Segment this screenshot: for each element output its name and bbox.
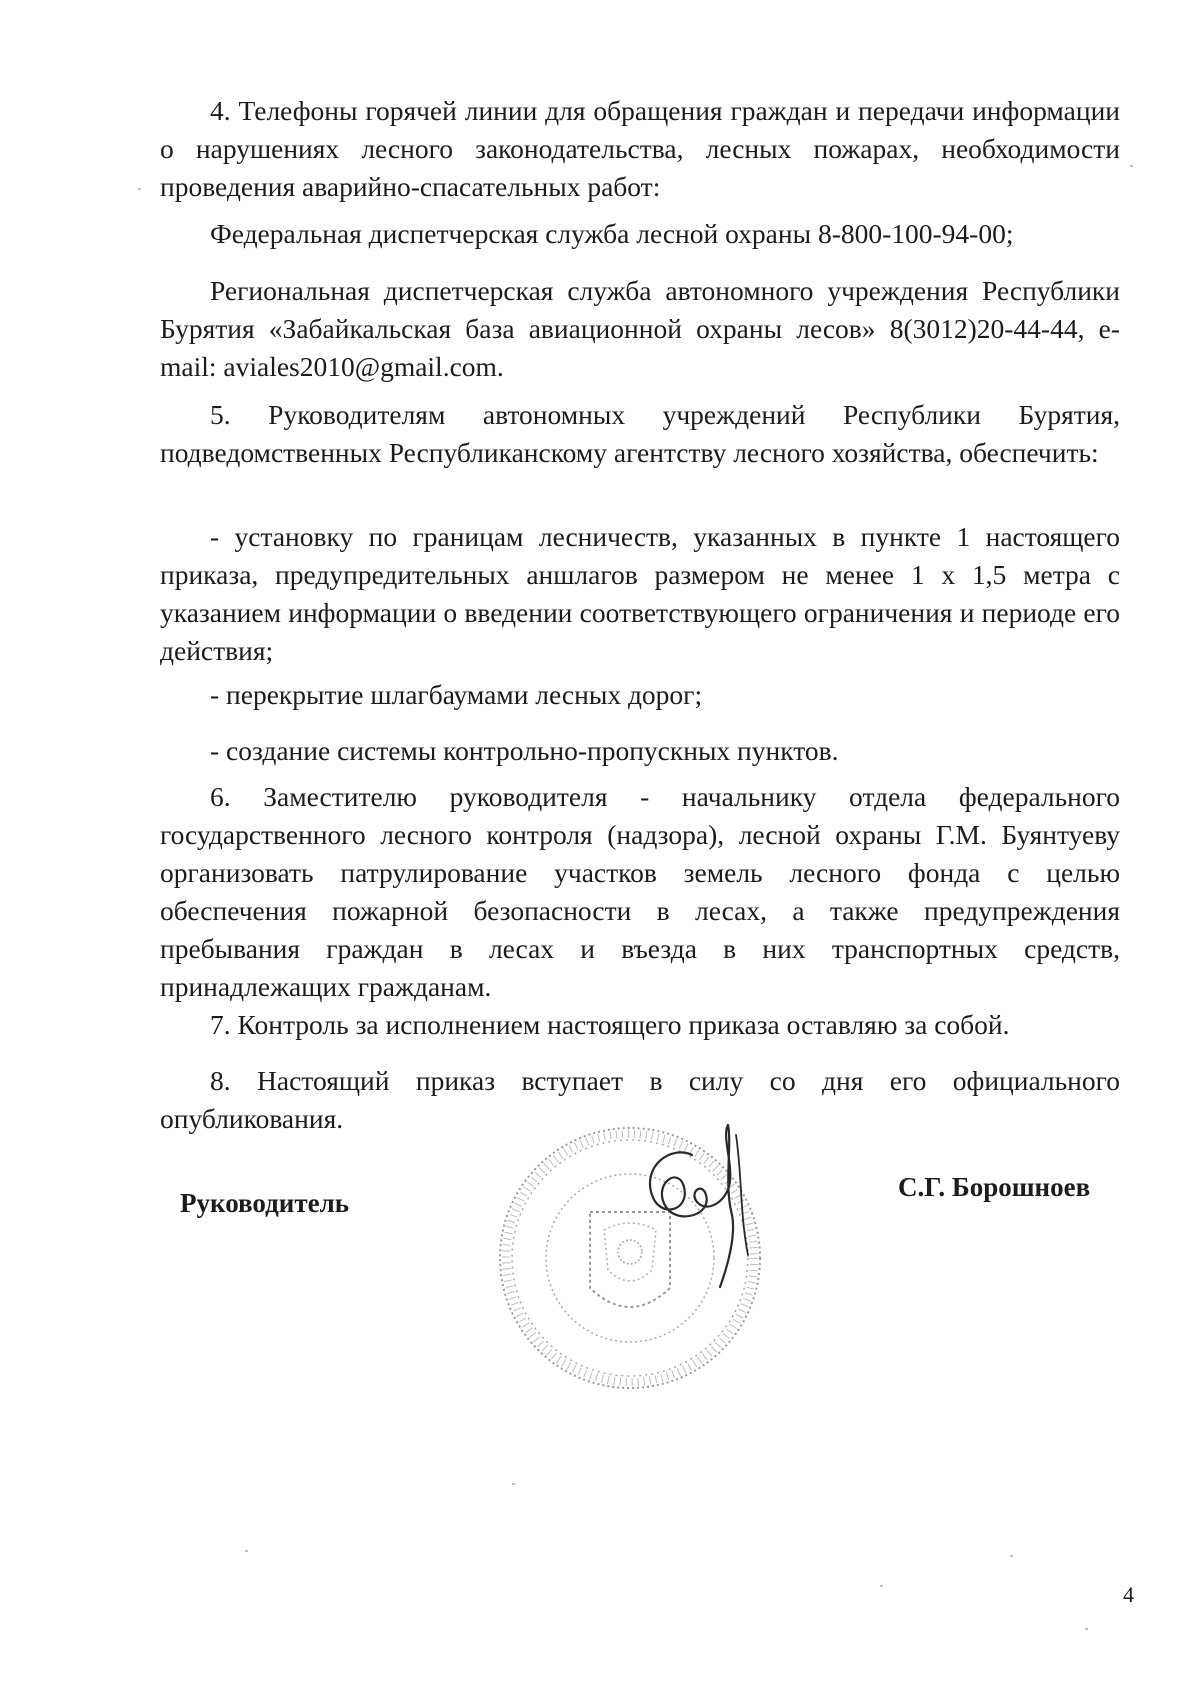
paragraph-5-managers: 5. Руководителям автономных учреждений Республики Бурятия, подведомственных Республиканскому агентству лесного хозяйства, обеспечить: xyxy=(160,399,1120,468)
scan-speck xyxy=(1085,1628,1088,1630)
scan-speck xyxy=(1010,1555,1013,1557)
paragraph-barriers: - перекрытие шлагбаумами лесных дорог; xyxy=(210,679,703,710)
signatory-name: С.Г. Борошноев xyxy=(898,1172,1091,1202)
paragraph-6-patrol: 6. Заместителю руководителя - начальнику отдела федерального государственного лесного контроля (надзора), лесной охраны Г.М. Буянтуеву организовать патрулирование участков земель лесного фонда с целью обеспечения пожарной безопасности в лесах, а также предупреждения пребывания граждан в лесах и въезда в них транспортных средств, принадлежащих гражданам. xyxy=(160,781,1120,1002)
scan-speck xyxy=(512,1483,515,1485)
paragraph-checkpoints: - создание системы контрольно-пропускных пунктов. xyxy=(210,735,839,766)
paragraph-7-control: 7. Контроль за исполнением настоящего приказа оставляю за собой. xyxy=(210,1009,1010,1040)
scan-speck xyxy=(1130,165,1133,167)
paragraph-4-hotlines: 4. Телефоны горячей линии для обращения граждан и передачи информации о нарушениях лесного законодательства, лесных пожарах, необходимости проведения аварийно-спасательных работ: xyxy=(160,95,1120,202)
scan-speck xyxy=(880,1585,883,1587)
paragraph-8-effective: 8. Настоящий приказ вступает в силу со дня его официального опубликования. xyxy=(160,1065,1120,1134)
signature-role: Руководитель xyxy=(180,1188,350,1218)
paragraph-federal-dispatch: Федеральная диспетчерская служба лесной охраны 8-800-100-94-00; xyxy=(210,218,1014,249)
scan-speck xyxy=(138,188,141,190)
handwritten-signature xyxy=(632,1115,772,1315)
paragraph-regional-dispatch: Региональная диспетчерская служба автономного учреждения Республики Бурятия «Забайкальская база авиационной охраны лесов» 8(3012)20-44-44, e-mail: aviales2010@gmail.com. xyxy=(160,275,1120,382)
paragraph-signs: - установку по границам лесничеств, указанных в пункте 1 настоящего приказа, предупредительных аншлагов размером не менее 1 х 1,5 метра с указанием информации о введении соответствующего ограничения и периоде его действия; xyxy=(160,521,1120,666)
page-number: 4 xyxy=(1123,1582,1134,1607)
scan-speck xyxy=(245,1550,248,1552)
